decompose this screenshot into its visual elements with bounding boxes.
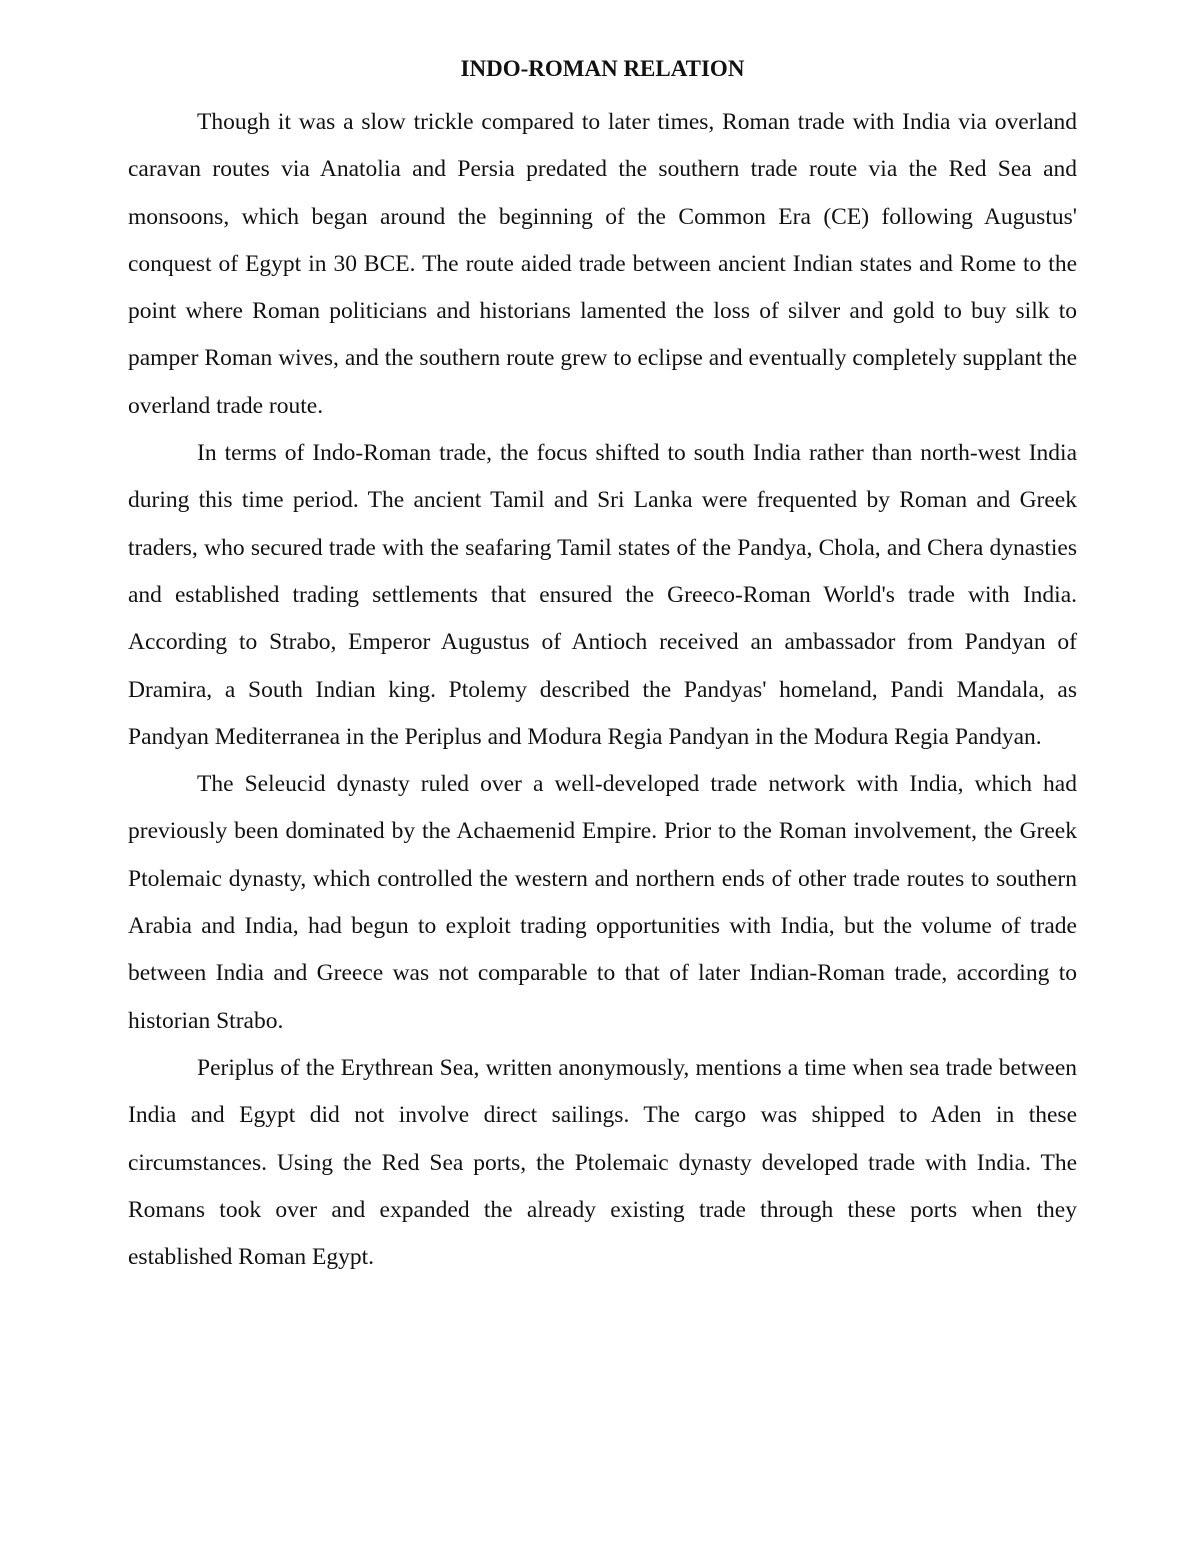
paragraph-4: Periplus of the Erythrean Sea, written anonymously, mentions a time when sea trade between India and Egypt did not involve direct sailings. The cargo was shipped to Aden in these circumstances. Using the Red Sea ports, the Ptolemaic dynasty developed trade with India. The Romans took over and expanded the already existing trade through these ports when they established Roman Egypt. [128,1054,1077,1271]
paragraph-1: Though it was a slow trickle compared to later times, Roman trade with India via overland caravan routes via Anatolia and Persia predated the southern trade route via the Red Sea and monsoons, which began around the beginning of the Common Era (CE) following Augustus' conquest of Egypt in 30 BCE. The route aided trade between ancient Indian states and Rome to the point where Roman politicians and historians lamented the loss of silver and gold to buy silk to pamper Roman wives, and the southern route grew to eclipse and eventually completely supplant the overland trade route. [128,109,1077,419]
paragraph-2: In terms of Indo-Roman trade, the focus shifted to south India rather than north-west India during this time period. The ancient Tamil and Sri Lanka were frequented by Roman and Greek traders, who secured trade with the seafaring Tamil states of the Pandya, Chola, and Chera dynasties and established trading settlements that ensured the Greeco-Roman World's trade with India. According to Strabo, Emperor Augustus of Antioch received an ambassador from Pandyan of Dramira, a South Indian king. Ptolemy described the Pandyas' homeland, Pandi Mandala, as Pandyan Mediterranea in the Periplus and Modura Regia Pandyan in the Modura Regia Pandyan. [128,440,1077,750]
paragraph-3: The Seleucid dynasty ruled over a well-developed trade network with India, which had previously been dominated by the Achaemenid Empire. Prior to the Roman involvement, the Greek Ptolemaic dynasty, which controlled the western and northern ends of other trade routes to southern Arabia and India, had begun to exploit trading opportunities with India, but the volume of trade between India and Greece was not comparable to that of later Indian-Roman trade, according to historian Strabo. [128,771,1077,1034]
page-title: INDO-ROMAN RELATION [460,56,745,81]
